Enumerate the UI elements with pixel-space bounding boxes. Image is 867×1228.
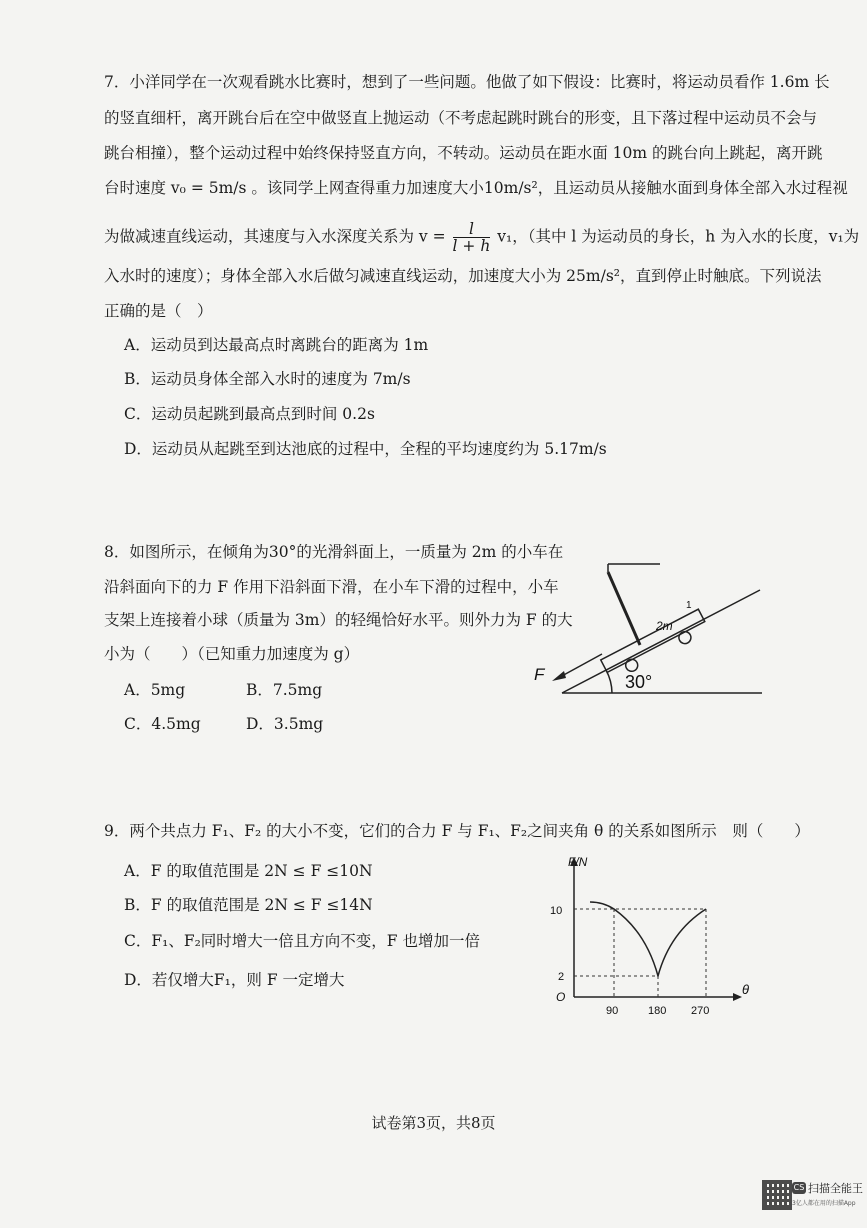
y-tick-2: 2 — [558, 971, 565, 983]
force-label: F — [534, 665, 545, 684]
q9-option-a: A．F 的取值范围是 2N ≤ F ≤10N — [124, 862, 373, 880]
q7-option-b: B．运动员身体全部入水时的速度为 7m/s — [124, 370, 411, 388]
q9-option-d: D．若仅增大F₁，则 F 一定增大 — [124, 971, 345, 989]
q7-line-6: 入水时的速度）；身体全部入水后做匀减速直线运动，加速度大小为 25m/s²，直到停止时触底。下列说法 — [104, 267, 822, 285]
angle-label: 30° — [625, 672, 653, 692]
q9-option-c: C．F₁、F₂同时增大一倍且方向不变，F 也增加一倍 — [124, 932, 480, 950]
q8-option-c: C．4.5mg — [124, 715, 201, 733]
q9-option-b: B．F 的取值范围是 2N ≤ F ≤14N — [124, 896, 373, 914]
fraction-denominator: l + h — [452, 237, 491, 255]
resultant-curve — [590, 902, 706, 976]
q7-option-d: D．运动员从起跳至到达池底的过程中，全程的平均速度约为 5.17m/s — [124, 440, 607, 458]
page-footer: 试卷第3页，共8页 — [371, 1114, 496, 1132]
fraction-numerator: l — [453, 221, 491, 238]
x-tick-90: 90 — [606, 1005, 619, 1017]
y-tick-10: 10 — [550, 905, 563, 917]
scanner-app-name: 扫描全能王 — [808, 1182, 863, 1195]
mark-2m: 2m — [656, 619, 673, 633]
velocity-fraction — [453, 221, 491, 254]
q7-line-2: 的竖直细杆，离开跳台后在空中做竖直上抛运动（不考虑起跳时跳台的形变，且下落过程中运动员不会与 — [104, 109, 818, 127]
force-angle-graph — [528, 852, 768, 1022]
support-rod — [608, 572, 640, 645]
force-arrowhead — [552, 671, 566, 681]
scanner-logo: CS — [793, 1183, 805, 1192]
q7-line-5-end: v₁，（其中 l 为运动员的身长，h 为入水的长度，v₁为 — [497, 227, 860, 246]
incline-figure — [530, 550, 780, 710]
mark-1: 1 — [686, 600, 692, 611]
incline-surface — [562, 590, 760, 693]
scanner-app-subtitle: 3亿人都在用的扫描App — [792, 1200, 856, 1207]
q8-option-b: B．7.5mg — [246, 681, 323, 699]
q7-option-c: C．运动员起跳到最高点到时间 0.2s — [124, 405, 375, 423]
qr-code — [762, 1180, 792, 1210]
q8-option-a: A．5mg — [124, 681, 186, 699]
q7-line-4: 台时速度 v₀ = 5m/s 。该同学上网查得重力加速度大小10m/s²，且运动员从接触水面到身体全部入水过程视 — [104, 179, 848, 197]
q7-line-3: 跳台相撞），整个运动过程中始终保持竖直方向，不转动。运动员在距水面 10m 的跳台向上跳起，离开跳 — [104, 144, 823, 162]
q8-line-3: 支架上连接着小球（质量为 3m）的轻绳恰好水平。则外力为 F 的大 — [104, 611, 573, 629]
q8-line-4: 小为（ ）（已知重力加速度为 g） — [104, 645, 360, 663]
x-axis-label: θ — [742, 982, 750, 997]
q7-line-7: 正确的是（ ） — [104, 302, 213, 320]
q8-option-d: D．3.5mg — [246, 715, 324, 733]
q8-line-1: 8．如图所示，在倾角为30°的光滑斜面上，一质量为 2m 的小车在 — [104, 543, 564, 561]
angle-arc — [606, 670, 612, 693]
q7-line-5 — [104, 221, 859, 254]
x-tick-180: 180 — [648, 1005, 667, 1017]
x-axis-arrow — [733, 993, 742, 1001]
q7-option-a: A．运动员到达最高点时离跳台的距离为 1m — [124, 336, 429, 354]
force-arrow — [560, 654, 602, 677]
q7-line-5-start: 为做减速直线运动，其速度与入水深度关系为 v = — [104, 227, 446, 246]
q9-line-1: 9．两个共点力 F₁、F₂ 的大小不变，它们的合力 F 与 F₁、F₂之间夹角 θ 的关系如图所示 则（ ） — [104, 822, 810, 840]
q7-line-1: 7．小洋同学在一次观看跳水比赛时，想到了一些问题。他做了如下假设：比赛时，将运动员看作 1.6m 长 — [104, 73, 830, 91]
q8-line-2: 沿斜面向下的力 F 作用下沿斜面下滑，在小车下滑的过程中，小车 — [104, 578, 559, 596]
origin-label: O — [556, 990, 566, 1004]
y-axis-label: F/N — [568, 855, 588, 869]
x-tick-270: 270 — [691, 1005, 710, 1017]
